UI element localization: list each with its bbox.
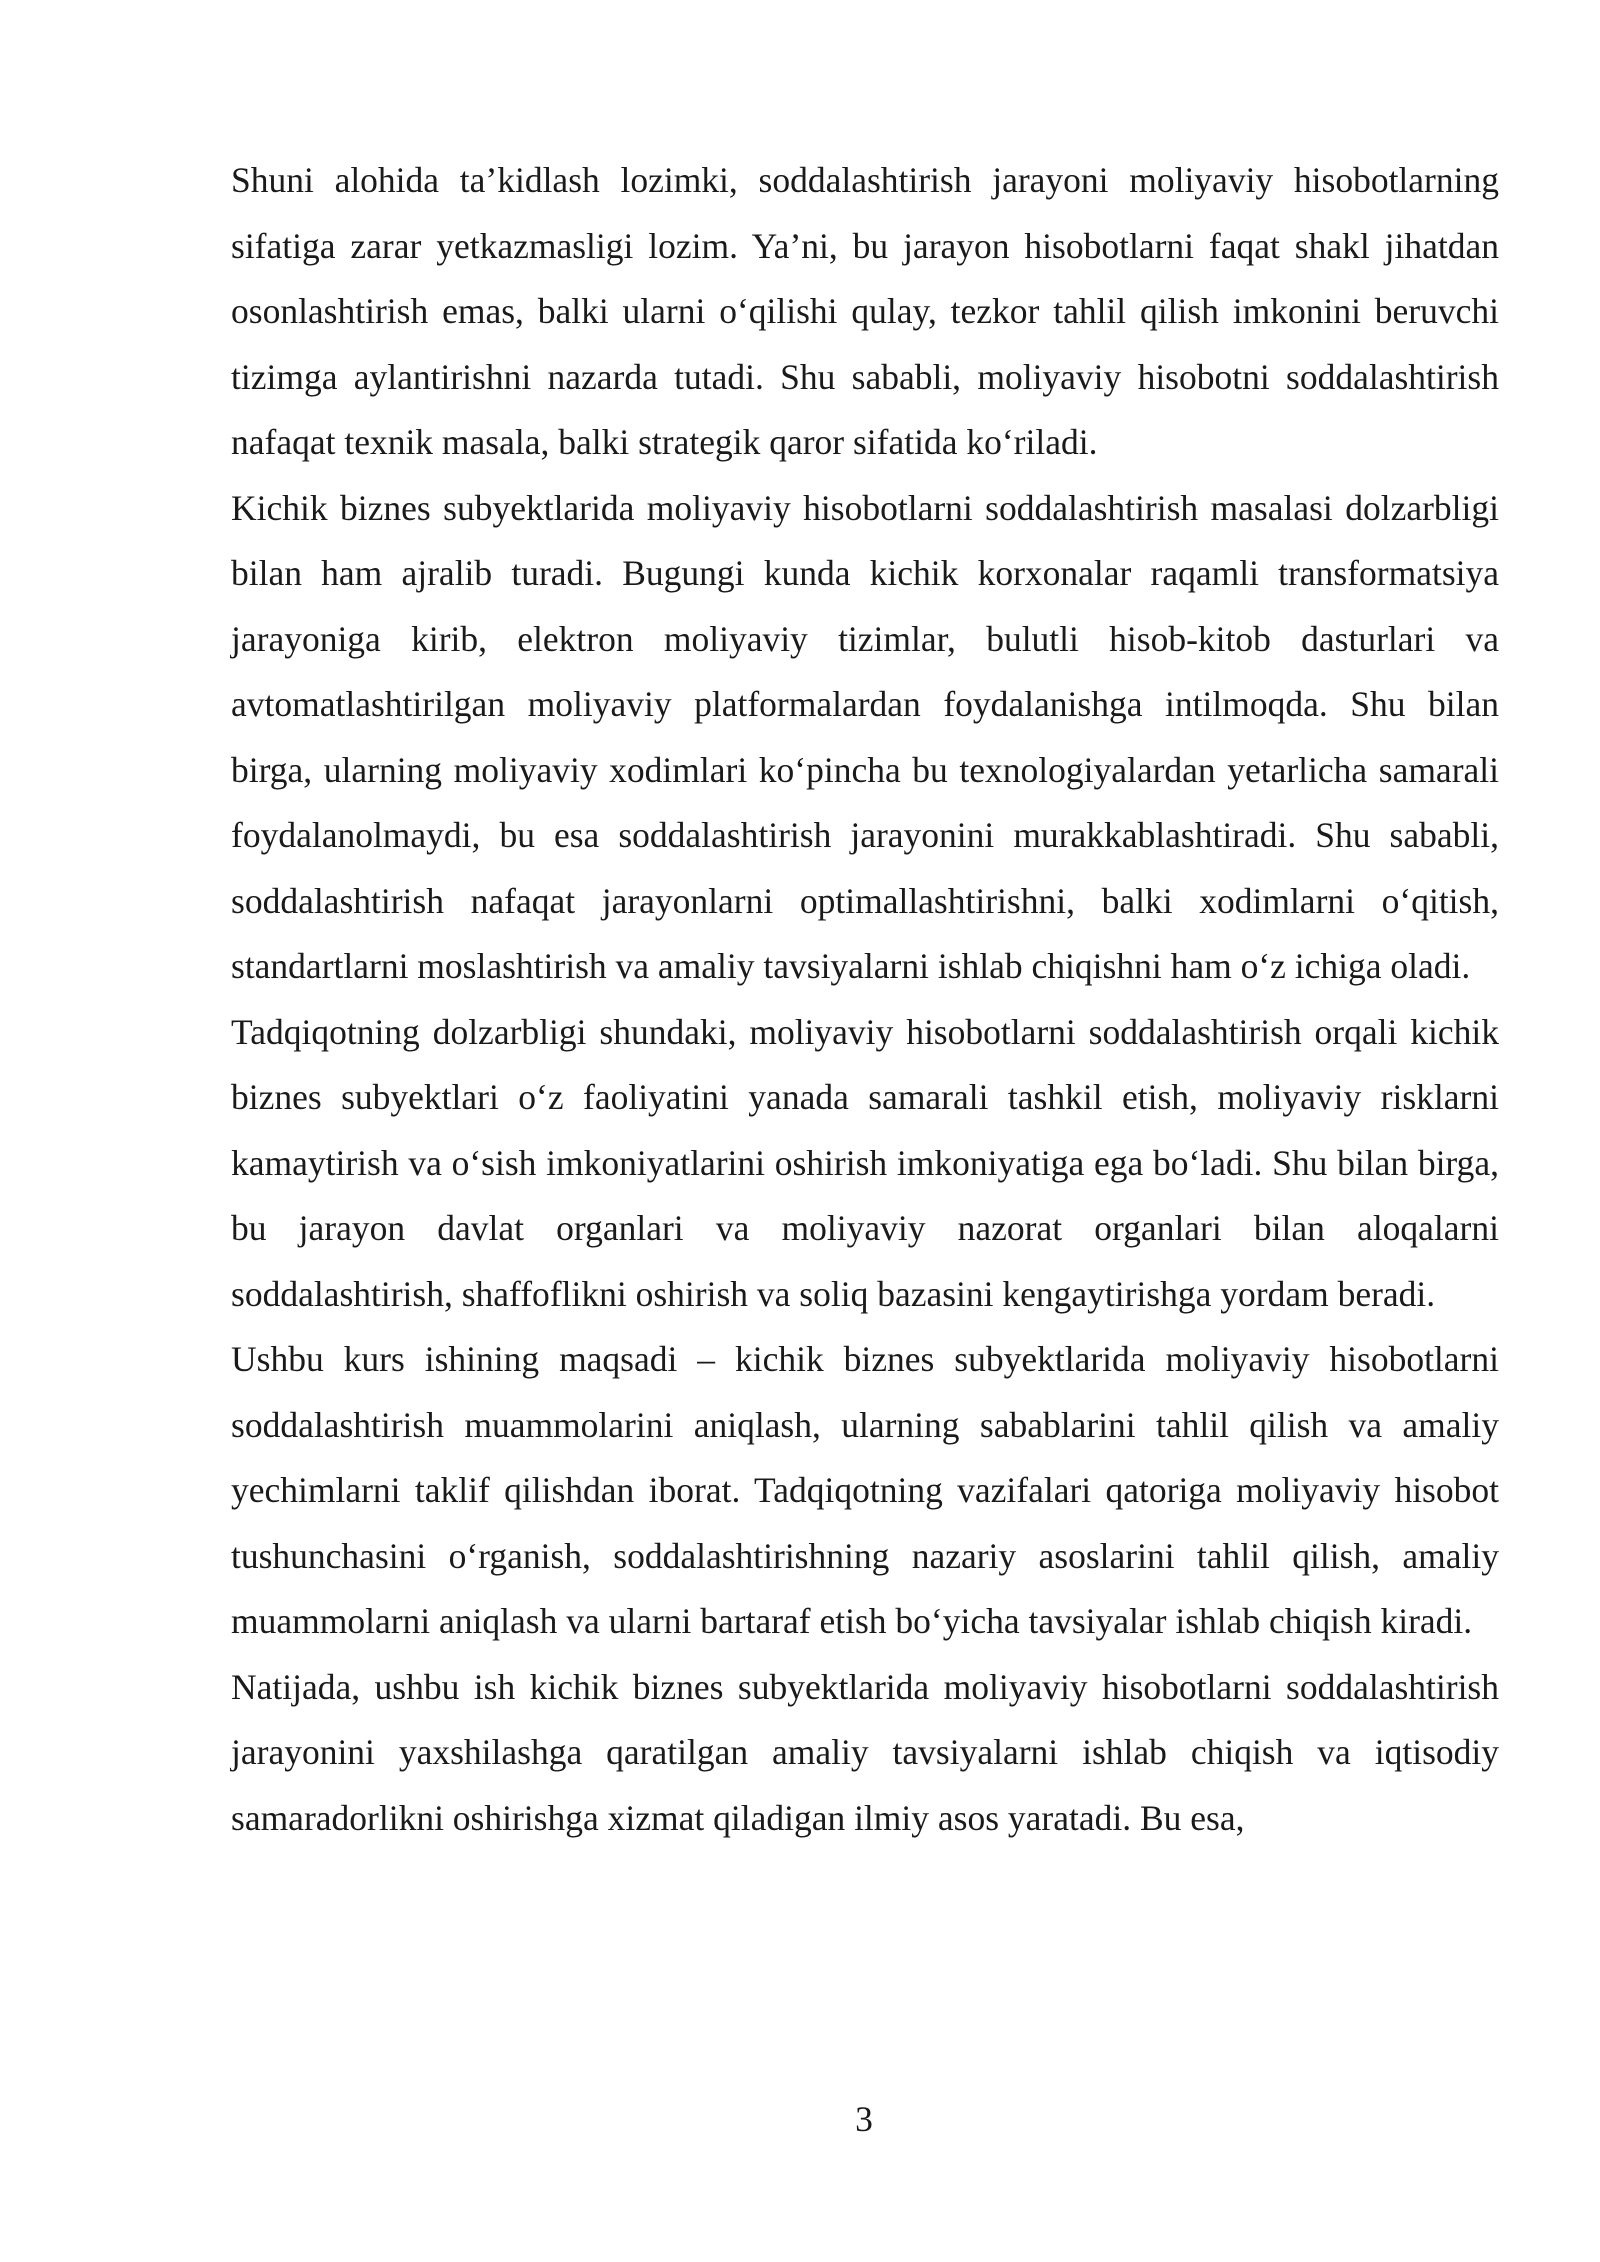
paragraph-3: Tadqiqotning dolzarbligi shundaki, moliyaviy hisobotlarni soddalashtirish orqali kichik biznes subyektlari oʻz faoliyatini yanada samarali tashkil etish, moliyaviy risklarni kamaytirish va oʻsish imkoniyatlarini oshirish imkoniyatiga ega boʻladi. Shu bilan birga, bu jarayon davlat organlari va moliyaviy nazorat organlari bilan aloqalarni soddalashtirish, shaffoflikni oshirish va soliq bazasini kengaytirishga yordam beradi. [231,1011,1499,1314]
paragraph-1: Shuni alohida ta’kidlash lozimki, soddalashtirish jarayoni moliyaviy hisobotlarning sifatiga zarar yetkazmasligi lozim. Ya’ni, bu jarayon hisobotlarni faqat shakl jihatdan osonlashtirish emas, balki ularni oʻqilishi qulay, tezkor tahlil qilish imkonini beruvchi tizimga aylantirishni nazarda tutadi. Shu sababli, moliyaviy hisobotni soddalashtirish nafaqat texnik masala, balki strategik qaror sifatida koʻriladi. [231,160,1499,462]
page-number: 3 [855,2099,873,2139]
paragraph-5: Natijada, ushbu ish kichik biznes subyektlarida moliyaviy hisobotlarni soddalashtirish jarayonini yaxshilashga qaratilgan amaliy tavsiyalarni ishlab chiqish va iqtisodiy samaradorlikni oshirishga xizmat qiladigan ilmiy asos yaratadi. Bu esa, [231,1666,1499,1838]
paragraph-4: Ushbu kurs ishining maqsadi – kichik biznes subyektlarida moliyaviy hisobotlarni soddalashtirish muammolarini aniqlash, ularning sabablarini tahlil qilish va amaliy yechimlarni taklif qilishdan iborat. Tadqiqotning vazifalari qatoriga moliyaviy hisobot tushunchasini oʻrganish, soddalashtirishning nazariy asoslarini tahlil qilish, amaliy muammolarni aniqlash va ularni bartaraf etish boʻyicha tavsiyalar ishlab chiqish kiradi. [231,1339,1499,1641]
paragraph-2: Kichik biznes subyektlarida moliyaviy hisobotlarni soddalashtirish masalasi dolzarbligi bilan ham ajralib turadi. Bugungi kunda kichik korxonalar raqamli transformatsiya jarayoniga kirib, elektron moliyaviy tizimlar, bulutli hisob-kitob dasturlari va avtomatlashtirilgan moliyaviy platformalardan foydalanishga intilmoqda. Shu bilan birga, ularning moliyaviy xodimlari koʻpincha bu texnologiyalardan yetarlicha samarali foydalanolmaydi, bu esa soddalashtirish jarayonini murakkablashtiradi. Shu sababli, soddalashtirish nafaqat jarayonlarni optimallashtirishni, balki xodimlarni oʻqitish, standartlarni moslashtirish va amaliy tavsiyalarni ishlab chiqishni ham oʻz ichiga oladi. [231,487,1499,986]
document-body [231,148,1499,1851]
